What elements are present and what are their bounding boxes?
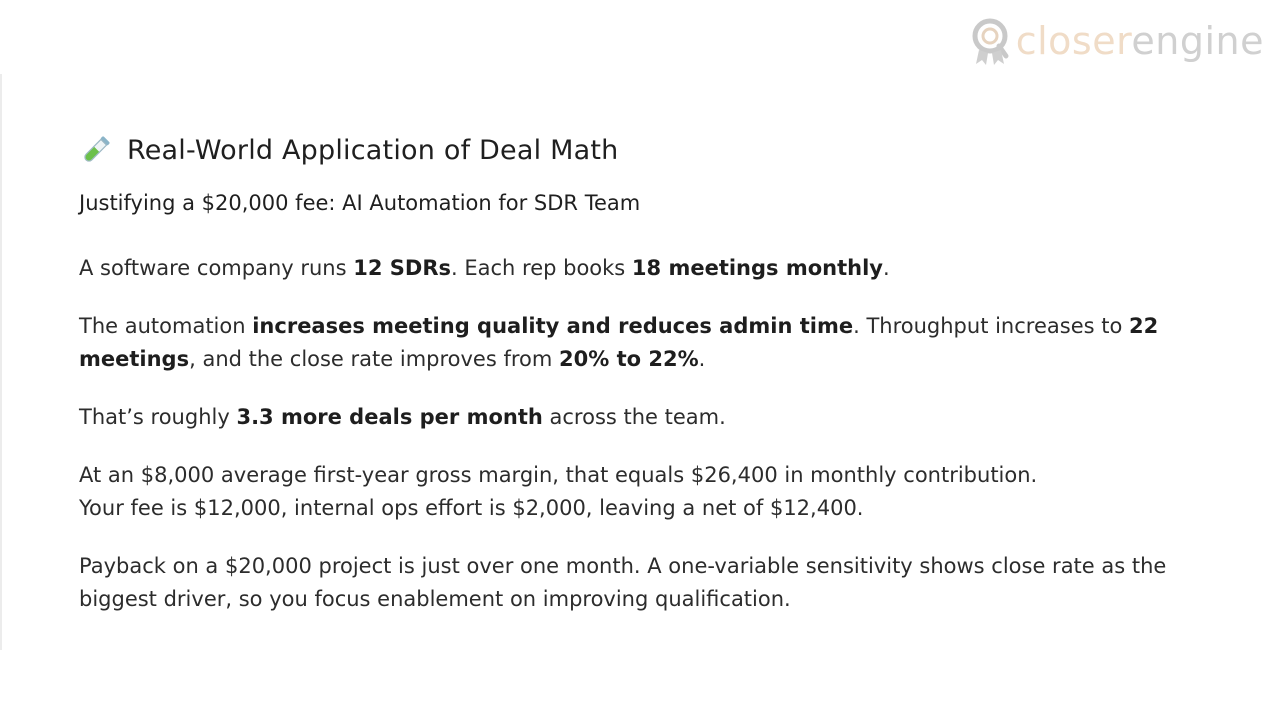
brand-name bbox=[1016, 16, 1264, 66]
test-tube-icon bbox=[79, 133, 113, 167]
margin-math-line2: Your fee is $12,000, internal ops effort is $2,000, leaving a net of $12,400. bbox=[79, 496, 864, 520]
paragraph-automation-impact: The automation increases meeting quality and reduces admin time. Throughput increases to 22 meetings, and the close rate improves from 20% to 22%. bbox=[79, 314, 1159, 371]
paragraph-margin-math bbox=[79, 459, 1219, 525]
slide-title-row bbox=[79, 130, 1219, 170]
brand-name-part1: closer bbox=[1015, 19, 1132, 63]
margin-math-line1: At an $8,000 average first-year gross margin, that equals $26,400 in monthly contribution. bbox=[79, 463, 1038, 487]
slide-subtitle: Justifying a $20,000 fee: AI Automation for SDR Team bbox=[79, 191, 641, 215]
brand-name-part2: engine bbox=[1131, 19, 1264, 63]
brand-logo bbox=[970, 16, 1264, 66]
slide-content bbox=[79, 130, 1219, 616]
paragraph-extra-deals: That’s roughly 3.3 more deals per month across the team. bbox=[79, 405, 726, 429]
paragraph-team-size: A software company runs 12 SDRs. Each rep books 18 meetings monthly. bbox=[79, 256, 890, 280]
magnifier-award-icon bbox=[970, 16, 1012, 66]
slide-title: Real-World Application of Deal Math bbox=[127, 134, 619, 166]
paragraph-payback: Payback on a $20,000 project is just over one month. A one-variable sensitivity shows close rate as the biggest driver, so you focus enablement on improving qualification. bbox=[79, 554, 1167, 611]
left-edge-divider bbox=[0, 74, 2, 650]
